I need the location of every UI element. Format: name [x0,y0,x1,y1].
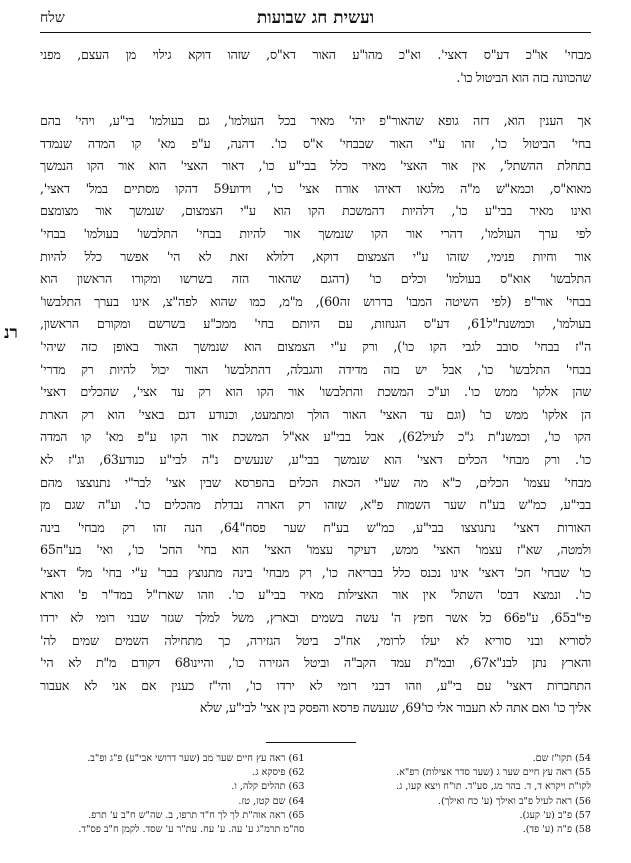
text-line: מאוא"ס, וכמא"ש מ"ה מלגאו דאיהו אורח אצי' כו', וידוע59 דהקו מסתיים במל' דאצי', [40,180,591,196]
text-line: פי"ב65, ע"פ66 כל אשר חפץ ה' עשה בשמים ובארץ, משל למלך שגזר שבני רומי לא ירדו [40,610,591,626]
text-line: כו'. ורק מבחי' הכלים דאצי' הוא שנמשך בבי"ע, שנעשים נ"ה לבי"ע כנודע63, וג"ז לא [40,451,591,467]
text-line: אליך כו' ואם אתה לא תעבור אלי כו'69, שנעשה פרסא והפסק בין אצי' לבי"ע, שלא [199,700,591,716]
text-line: האורות דאצי' נתנוצצו בבי"ע, כמ"ש בע"ח שער פסח"64, הנה זהו רק מבחי' בינה [40,519,591,535]
text-line: והארץ נתן לבנ"א67, ובמ"ת עמד הקב"ה וביטל הגזירה כו', והיינו68 דקודם מ"ת לא הי' [40,655,591,671]
text-line: התחברות דאצי' עם בי"ע, וזהו דבני רומי לא ירדו כו', והי"ז כענין אם אני לא אעבור [40,677,591,693]
text-line: בבחי' אור"פ (לפי השיטה המבו' בדרוש זה60), מ"מ, כמו שהוא לפה"צ, אינו בערך התלבשו' [40,293,591,309]
text-line: התלבשו' אוא"ס בעולמו' וכלים כו' (דהגם שהאור הזה בשרשו ומקורו הראשון הוא [40,271,591,287]
text-line: שהן אלקו' ממש כו'. וע"כ המשכת והתלבשו' אור הקו הוא רק עד אצי', שהכלים דאצי' [40,384,591,400]
footnote: 63) תהלים קלה, ו. [231,781,305,793]
paragraph-1 [40,44,591,89]
text-line: בעולמו', וכמשנת"ל61, דע"ס הגנוזות, עם היותם בחי' ממכ"ע בשרשם ומקורם הראשון, [40,316,591,332]
page-number: שלח [40,10,65,26]
footnote: 61) ראה עץ חיים שער מב (שער דרושי אבי"ע) פ"ג ופ"ב. [87,753,305,764]
footnote: לקו"ת ויקרא ד, ד. בהר מג, סע"ד. תו"ח ויצא קעו, ג. [396,781,591,793]
footnote: 58) פ"ה (ע' פד). [522,824,591,836]
text-line: בחי' הביטול כו', זהו ע"י האור שבבחי' א"ס כו'. דהנה, ע"פ מא' קו המדה שנמדד [40,135,591,151]
text-line: שהכוונה בזה הוא הביטול כו'. [456,69,591,85]
text-line: הקו כו', וכמשנ"ת ג"כ לעיל62), אבל בבי"ע אא"ל המשכת אור הקו ע"פ מא' קו המדה [40,429,591,445]
footnote: 54) תקו"ז שם. [532,753,591,764]
text-line: הן אלקו' ממש כו' (וגם עד האצי' האור הולך ומתמעט, וכנודע דגם באצי' הוא רק הארת [40,406,591,422]
footnote: 62) פיסקא ג. [252,767,305,779]
header-rule [40,32,591,33]
text-line: בבי"ע, כמ"ש בע"ח שער השמות פ"א, שזהו רק הארה נבדלת מהכלים כו'. וע"ה שגם מן [40,497,591,513]
page-header [40,8,591,34]
running-title: ועשית חג שבועות [256,8,375,28]
text-line: מבחי' או"כ דע"ס דאצי'. וא"כ מהו"ע האור דא"ס, שזהו דוקא גילוי מן העצם, מפני [40,47,591,62]
text-line: ולמטה, שא"ז עצמו' האצי' ממש, דעיקר עצמו' האצי' הוא בחי' החכ' כו', ואי' בע"ח65 [40,542,591,558]
text-line: ה"ז בבחי' סובב לגבי הקו כו'), ורק ע"י הצמצום הוא שנמשך האור באופן כזה שיהי' [40,338,591,354]
footnotes-left-column [40,752,304,837]
footnotes [40,752,591,860]
text-line: מבחי' עצמו' הכלים, כ"א מה שע"י הכאת הכלים בהפרסא שבין אצי' לבר"י נתנוצצו מהם [40,474,591,490]
paragraph-2 [40,110,591,720]
text-line: אך הענין הוא, דזה גופא שהאור"פ יהי' מאיר בכל העולמו', גם בעולמו' בי"ע, ויהי' בהם [40,113,591,128]
text-line: ואינו מאיר בבי"ע כו', דלהיות דהמשכת הקו הוא ע"י הצמצום, שנמשך אור מצומצם [40,203,591,219]
footnote: 65) ראה אוה"ת לך לך ח"ד תרפו, ב. שה"ש ח"ב ע' תרפ. [88,809,305,821]
text-line: בבחי' התלבשו' כו', אבל יש בזה מדידה והגבלה, דהתלבשו' האור יכול להיות רק מדרי' [40,361,591,377]
text-line: כו' שבחי' חכ' דאצי' אינו נכנס כלל בבריאה כו', רק מבחי' בינה מתנוצץ בבר' ע"י בחי' מל' דאצי' [40,564,591,580]
text-line: בתחלת ההשתל', אין אור האצי' מאיר כלל בבי"ע כו', דאור האצי' הוא אור הקו הנמשך [40,158,591,174]
text-line: לפי ערך העולמו', דהרי אור הקו שנמשך אור להיות בבחי' התלבשו' בעולמו' בבחי' [40,225,591,241]
footnote: 55) ראה עץ חיים שער ג (שער סדר אצילות) רפ"א. [396,767,591,779]
text-line: כו'. ונמצא דבס' השתל' אין אור האצילות מאיר בבי"ע כו'. וזהו שארז"ל במד"ר פ' וארא [40,587,591,603]
margin-page-label: רנ [4,323,18,343]
footnote: 64) שם קטז, טז. [238,795,305,807]
footnote-rule [266,742,356,743]
footnote: סה"מ תרמ"ג ע' עה. ע' עח. עת"ר ע' שסד. לקמן ח"ב פס"ד. [78,824,305,836]
footnote: 57) פ"ב (ע' קעג). [519,809,591,821]
footnotes-right-column [327,752,591,837]
footnote: 56) ראה לעיל פ"ב ואילך (ע' כח ואילך). [437,795,591,807]
text-line: אור וחיות פנימי, שזהו ע"י הצמצום דוקא, דלולא זאת לא הי' אפשר כלל להיות [40,248,591,264]
text-line: לסוריא ובני סוריא לא יעלו לרומי, אח"כ ביטל הגזירה, כך מתחילה השמים שמים לה' [40,632,591,648]
